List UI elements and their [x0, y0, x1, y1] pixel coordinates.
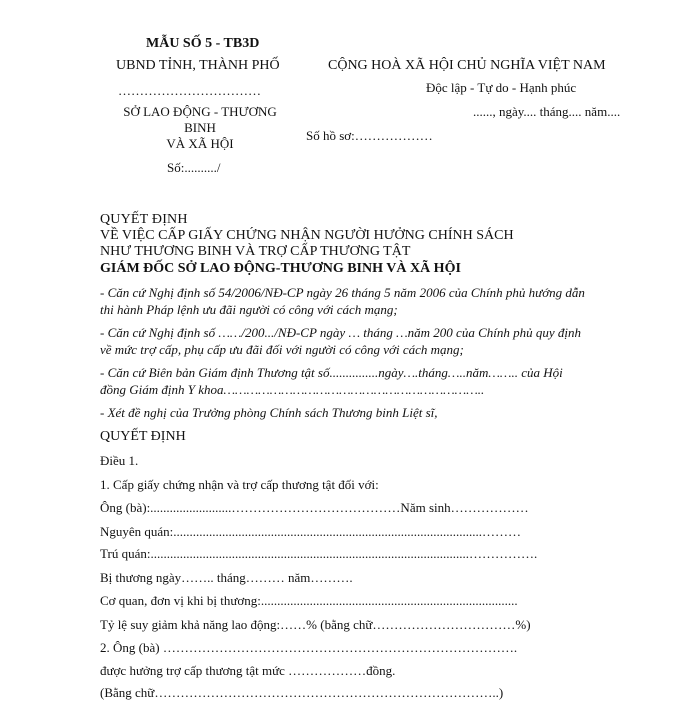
decision-title: QUYẾT ĐỊNH	[100, 212, 188, 227]
field-allowance: được hưởng trợ cấp thương tật mức ………………đồng.	[100, 663, 396, 678]
legal-basis-1-line2: thi hành Pháp lệnh ưu đãi người có công với cách mạng;	[100, 302, 398, 317]
issue-date: ......, ngày.... tháng.... năm....	[473, 104, 621, 119]
field-amount-in-words: (Bằng chữ……………………………………………………………………..)	[100, 685, 504, 700]
legal-basis-2-line1: - Căn cứ Nghị định số ……/200.../NĐ-CP ngày … tháng …năm 200 của Chính phủ quy định	[100, 325, 581, 340]
province-dots: ……………………………	[118, 83, 261, 98]
legal-basis-2-line2: về mức trợ cấp, phụ cấp ưu đãi đối với người có công với cách mạng;	[100, 342, 464, 357]
decision-subject-line1: VỀ VIỆC CẤP GIẤY CHỨNG NHẬN NGƯỜI HƯỞNG CHÍNH SÁCH	[100, 228, 514, 243]
nation-title: CỘNG HOÀ XÃ HỘI CHỦ NGHĨA VIỆT NAM	[328, 58, 606, 73]
decision-heading: QUYẾT ĐỊNH	[100, 429, 186, 444]
decision-subject-line2: NHƯ THƯƠNG BINH VÀ TRỢ CẤP THƯƠNG TẬT	[100, 244, 411, 259]
legal-basis-3-line1: - Căn cứ Biên bản Giám định Thương tật số...............ngày….tháng…..năm…….. của Hội	[100, 365, 563, 380]
proposal-basis: - Xét đề nghị của Trưởng phòng Chính sách Thương binh Liệt sĩ,	[100, 405, 438, 420]
national-motto: Độc lập - Tự do - Hạnh phúc	[426, 80, 577, 95]
article-1: Điều 1.	[100, 453, 139, 468]
field-residence: Trú quán:..................................................................................................…………….	[100, 546, 538, 561]
item-1: 1. Cấp giấy chứng nhận và trợ cấp thương tật đối với:	[100, 477, 379, 492]
field-agency: Cơ quan, đơn vị khi bị thương:...............................................................................	[100, 593, 518, 608]
item-2: 2. Ông (bà) ……………………………………………………………………….	[100, 640, 518, 655]
field-injured-date: Bị thương ngày…….. tháng……… năm……….	[100, 570, 353, 585]
department-line1: SỞ LAO ĐỘNG - THƯƠNG	[123, 104, 277, 119]
director-title: GIÁM ĐỐC SỞ LAO ĐỘNG-THƯƠNG BINH VÀ XÃ HỘI	[100, 261, 461, 276]
form-code: MẪU SỐ 5 - TB3D	[146, 36, 260, 51]
field-origin: Nguyên quán:...............................................................................................………	[100, 524, 522, 539]
department-line2: BINH	[184, 120, 216, 135]
legal-basis-1-line1: - Căn cứ Nghị định số 54/2006/NĐ-CP ngày 26 tháng 5 năm 2006 của Chính phủ hướng dẫn	[100, 285, 585, 300]
province-committee: UBND TỈNH, THÀNH PHỐ	[116, 58, 280, 73]
department-line3: VÀ XÃ HỘI	[166, 136, 234, 151]
document-number: Số:........../	[167, 160, 221, 175]
legal-basis-3-line2: đồng Giám định Y khoa…………………………………………………………..	[100, 382, 485, 397]
field-name: Ông (bà):.........................…………………………………Năm sinh………………	[100, 500, 529, 515]
field-reduction-rate: Tỷ lệ suy giảm khả năng lao động:……% (bằng chữ……………………………%)	[100, 617, 531, 632]
file-number: Số hồ sơ:………………	[306, 128, 433, 143]
